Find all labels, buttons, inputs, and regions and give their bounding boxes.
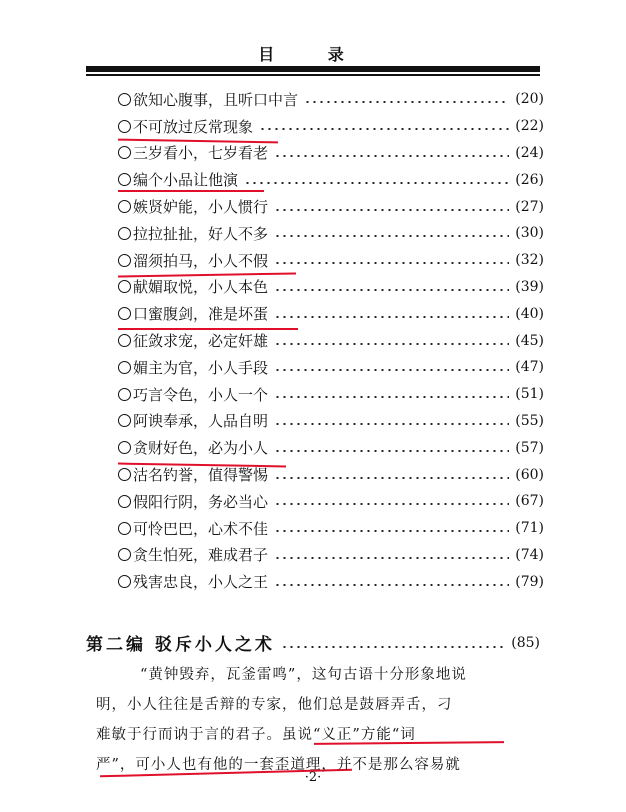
section-title: 第二编 驳斥小人之术 — [86, 635, 275, 655]
circle-bullet-icon — [118, 495, 131, 508]
toc-entry-page: (74) — [515, 546, 544, 563]
body-paragraph — [96, 660, 526, 780]
circle-bullet-icon — [118, 280, 131, 293]
toc-entry-title: 拉拉扯扯，好人不多 — [133, 224, 269, 243]
page-header-title: 目 录 — [258, 45, 368, 64]
toc-entry-page: (22) — [515, 118, 544, 135]
paragraph-line: “黄钟毁弃，瓦釜雷鸣”，这句古语十分形象地说 — [140, 667, 467, 683]
circle-bullet-icon — [118, 441, 131, 454]
toc-entry-title: 欲知心腹事，且听口中言 — [133, 90, 299, 109]
toc-entry-page: (67) — [515, 493, 544, 510]
toc-entry-title: 巧言令色，小人一个 — [133, 385, 269, 404]
circle-bullet-icon — [118, 173, 131, 186]
dot-leader — [274, 557, 509, 559]
toc-entry-page: (39) — [515, 278, 544, 295]
toc-entry — [118, 488, 544, 515]
circle-bullet-icon — [118, 388, 131, 401]
dot-leader — [274, 450, 509, 452]
dot-leader — [274, 584, 509, 586]
toc-entry-title: 贪财好色，必为小人 — [133, 439, 269, 458]
toc-entry-page: (60) — [515, 466, 544, 483]
toc-entry-title: 口蜜腹剑，准是坏蛋 — [133, 305, 269, 324]
toc-entry-page: (45) — [515, 332, 544, 349]
table-of-contents — [118, 86, 544, 595]
toc-entry — [118, 113, 544, 140]
toc-entry-page: (20) — [515, 91, 544, 108]
paragraph-line: 严”，可小人也有他的一套歪道理，并不是那么容易就 — [96, 757, 461, 773]
toc-entry-title: 三岁看小，七岁看老 — [133, 144, 269, 163]
toc-entry-page: (30) — [515, 225, 544, 242]
toc-entry — [118, 140, 544, 167]
toc-entry-title: 残害忠良，小人之王 — [133, 573, 269, 592]
header-rule-thick — [86, 66, 540, 72]
circle-bullet-icon — [118, 575, 131, 588]
toc-entry — [118, 434, 544, 461]
dot-leader — [274, 289, 509, 291]
toc-entry — [118, 542, 544, 569]
toc-entry-title: 嫉贤妒能，小人惯行 — [133, 198, 269, 217]
toc-entry-page: (26) — [515, 171, 544, 188]
toc-entry-title: 假阳行阴，务必当心 — [133, 492, 269, 511]
section-page: (85) — [511, 634, 540, 651]
toc-entry-title: 溜须拍马，小人不假 — [133, 251, 269, 270]
circle-bullet-icon — [118, 146, 131, 159]
toc-entry — [118, 354, 544, 381]
toc-entry — [118, 408, 544, 435]
dot-leader — [274, 369, 509, 371]
toc-entry-title: 献媚取悦，小人本色 — [133, 278, 269, 297]
dot-leader — [274, 155, 509, 157]
toc-entry — [118, 381, 544, 408]
toc-entry — [118, 86, 544, 113]
circle-bullet-icon — [118, 120, 131, 133]
dot-leader — [244, 182, 509, 184]
toc-entry-page: (40) — [515, 305, 544, 322]
circle-bullet-icon — [118, 200, 131, 213]
toc-entry-page: (32) — [515, 252, 544, 269]
dot-leader — [274, 530, 509, 532]
dot-leader — [259, 128, 509, 130]
toc-entry-page: (51) — [515, 386, 544, 403]
dot-leader — [274, 396, 509, 398]
dot-leader — [281, 646, 505, 648]
dot-leader — [274, 477, 509, 479]
red-underline-annotation — [118, 328, 298, 330]
toc-entry-title: 贪生怕死，难成君子 — [133, 546, 269, 565]
circle-bullet-icon — [118, 93, 131, 106]
toc-entry-page: (79) — [515, 573, 544, 590]
toc-entry-title: 编个小品让他演 — [133, 171, 239, 190]
circle-bullet-icon — [118, 227, 131, 240]
dot-leader — [274, 503, 509, 505]
toc-entry-page: (57) — [515, 439, 544, 456]
toc-entry — [118, 568, 544, 595]
circle-bullet-icon — [118, 414, 131, 427]
toc-entry — [118, 327, 544, 354]
circle-bullet-icon — [118, 468, 131, 481]
circle-bullet-icon — [118, 361, 131, 374]
toc-entry-title: 不可放过反常现象 — [133, 117, 254, 136]
dot-leader — [274, 262, 509, 264]
dot-leader — [274, 343, 509, 345]
header-rule-thin — [86, 74, 540, 76]
dot-leader — [274, 316, 509, 318]
paragraph-line: 难敏于行而讷于言的君子。虽说“义正”方能“词 — [96, 727, 416, 743]
toc-entry-page: (47) — [515, 359, 544, 376]
toc-entry-title: 阿谀奉承，人品自明 — [133, 412, 269, 431]
toc-entry-title: 可怜巴巴，心术不佳 — [133, 519, 269, 538]
toc-entry — [118, 274, 544, 301]
toc-entry-title: 媚主为官，小人手段 — [133, 358, 269, 377]
toc-entry — [118, 247, 544, 274]
red-underline-annotation — [118, 190, 264, 192]
circle-bullet-icon — [118, 334, 131, 347]
toc-entry-page: (55) — [515, 412, 544, 429]
toc-entry-title: 沽名钓誉，值得警惕 — [133, 466, 269, 485]
toc-entry-page: (24) — [515, 144, 544, 161]
dot-leader — [274, 423, 509, 425]
toc-entry — [118, 515, 544, 542]
toc-entry-page: (71) — [515, 520, 544, 537]
section-heading — [86, 630, 540, 655]
paragraph-line: 明，小人往往是舌辩的专家，他们总是鼓唇弄舌，刁 — [96, 697, 453, 713]
dot-leader — [304, 101, 509, 103]
circle-bullet-icon — [118, 522, 131, 535]
toc-entry-page: (27) — [515, 198, 544, 215]
dot-leader — [274, 209, 509, 211]
toc-entry — [118, 193, 544, 220]
circle-bullet-icon — [118, 548, 131, 561]
toc-entry — [118, 220, 544, 247]
dot-leader — [274, 235, 509, 237]
toc-entry-title: 征敛求宠，必定奸雄 — [133, 332, 269, 351]
circle-bullet-icon — [118, 254, 131, 267]
circle-bullet-icon — [118, 307, 131, 320]
toc-entry — [118, 300, 544, 327]
page-number: ·2· — [304, 770, 322, 785]
